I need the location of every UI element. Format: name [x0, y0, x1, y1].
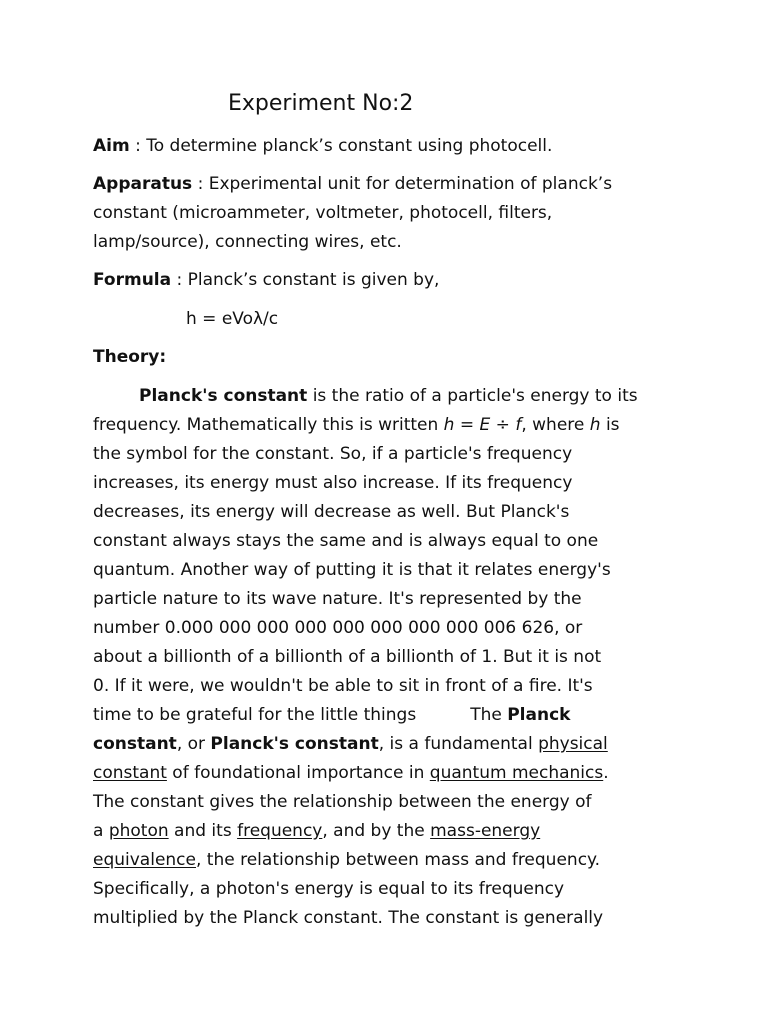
theory-line: number 0.000 000 000 000 000 000 000 000 006 626, or	[93, 618, 583, 638]
theory-line: about a billionth of a billionth of a billionth of 1. But it is not	[93, 647, 602, 667]
symbol-h: h	[589, 415, 601, 435]
theory-line	[93, 846, 693, 875]
theory-line	[93, 730, 693, 759]
aim-text: : To determine planck’s constant using photocell.	[129, 136, 553, 156]
formula-equation: h = eVoλ/c	[186, 309, 279, 329]
theory-text: , or	[176, 734, 211, 754]
theory-line	[93, 701, 693, 730]
symbol-f: f	[515, 415, 522, 435]
theory-text: .	[603, 763, 609, 783]
theory-text: is the ratio of a particle's energy to its	[307, 386, 638, 406]
theory-line: constant always stays the same and is always equal to one	[93, 531, 599, 551]
aim-paragraph	[93, 132, 693, 161]
theory-text: =	[454, 415, 480, 435]
theory-text: , the relationship between mass and frequency.	[196, 850, 601, 870]
theory-text: of foundational importance in	[166, 763, 430, 783]
theory-text: a	[93, 821, 109, 841]
aim-label: Aim	[93, 136, 130, 156]
link-photon[interactable]: photon	[108, 821, 169, 841]
theory-text: The	[470, 705, 508, 725]
theory-text: is	[600, 415, 620, 435]
theory-label: Theory:	[93, 347, 167, 367]
theory-text: frequency. Mathematically this is written	[93, 415, 444, 435]
theory-line: Specifically, a photon's energy is equal to its frequency	[93, 879, 565, 899]
theory-line: decreases, its energy will decrease as well. But Planck's	[93, 502, 570, 522]
theory-line	[93, 759, 693, 788]
theory-text: ÷	[490, 415, 516, 435]
theory-text: and its	[168, 821, 238, 841]
link-mass-energy-equivalence[interactable]: mass-energy	[430, 821, 541, 841]
theory-line: increases, its energy must also increase. If its frequency	[93, 473, 573, 493]
term-bold: Planck	[507, 705, 571, 725]
formula-label: Formula	[93, 270, 172, 290]
theory-line: multiplied by the Planck constant. The constant is generally	[93, 908, 604, 928]
theory-line: particle nature to its wave nature. It's represented by the	[93, 589, 582, 609]
page-title: Experiment No:2	[228, 91, 414, 116]
link-quantum-mechanics[interactable]: quantum mechanics	[429, 763, 604, 783]
theory-heading	[93, 343, 693, 372]
term-bold: constant	[93, 734, 177, 754]
link-physical-constant[interactable]: physical	[538, 734, 608, 754]
theory-line	[93, 817, 693, 846]
apparatus-label: Apparatus	[93, 174, 193, 194]
apparatus-line	[93, 170, 693, 199]
apparatus-paragraph	[93, 170, 693, 257]
theory-text: time to be grateful for the little things	[93, 705, 417, 725]
term-bold: Planck's constant	[139, 386, 308, 406]
theory-line	[93, 411, 693, 440]
link-physical-constant[interactable]: constant	[93, 763, 167, 783]
theory-text: , is a fundamental	[378, 734, 539, 754]
symbol-h: h	[443, 415, 455, 435]
link-frequency[interactable]: frequency	[237, 821, 323, 841]
apparatus-text: : Experimental unit for determination of planck’s	[192, 174, 613, 194]
formula-text: : Planck’s constant is given by,	[171, 270, 440, 290]
formula-paragraph	[93, 266, 693, 295]
theory-text: , and by the	[322, 821, 431, 841]
theory-line: The constant gives the relationship between the energy of	[93, 792, 592, 812]
theory-body	[93, 382, 693, 933]
theory-line: 0. If it were, we wouldn't be able to sit in front of a fire. It's	[93, 676, 593, 696]
link-mass-energy-equivalence[interactable]: equivalence	[93, 850, 196, 870]
apparatus-line: constant (microammeter, voltmeter, photocell, filters,	[93, 203, 553, 223]
theory-text: , where	[521, 415, 590, 435]
term-bold: Planck's constant	[210, 734, 379, 754]
theory-line	[93, 382, 693, 411]
theory-line: quantum. Another way of putting it is that it relates energy's	[93, 560, 611, 580]
apparatus-line: lamp/source), connecting wires, etc.	[93, 232, 402, 252]
theory-line: the symbol for the constant. So, if a particle's frequency	[93, 444, 573, 464]
symbol-e: E	[479, 415, 491, 435]
